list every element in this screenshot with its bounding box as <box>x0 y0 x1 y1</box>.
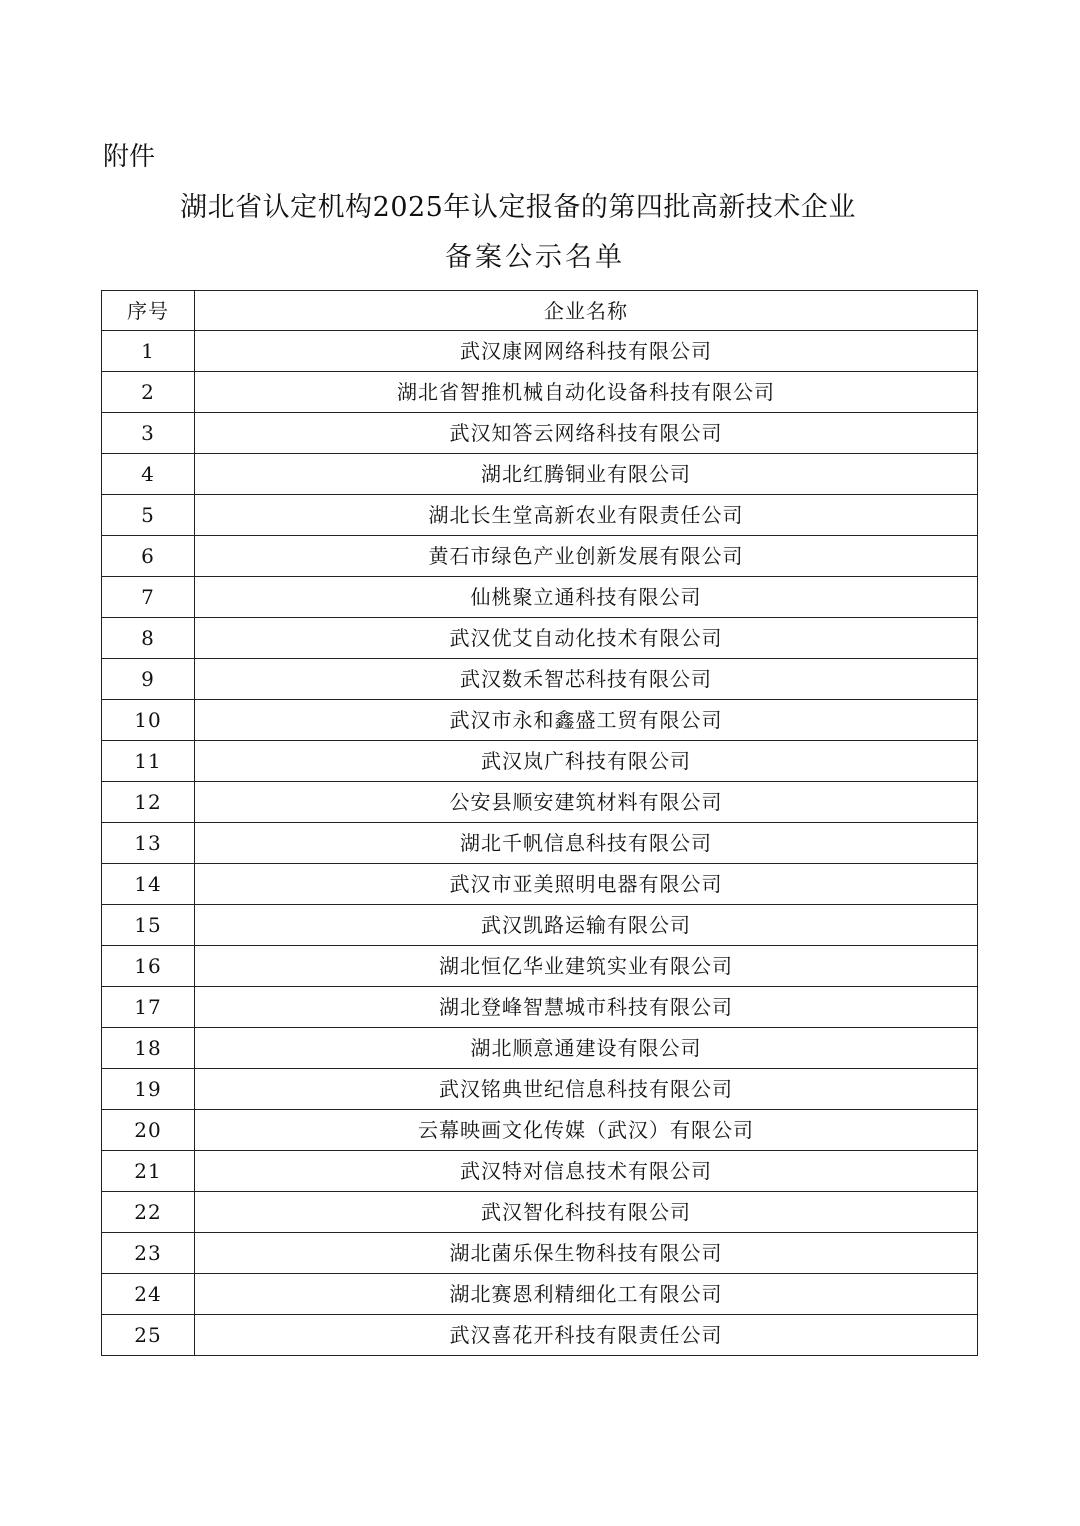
company-name-cell: 武汉优艾自动化技术有限公司 <box>195 618 978 659</box>
table-row <box>102 946 978 987</box>
row-index-cell: 15 <box>102 905 195 946</box>
company-name-cell: 武汉喜花开科技有限责任公司 <box>195 1315 978 1356</box>
row-index-cell: 9 <box>102 659 195 700</box>
company-name-cell: 湖北顺意通建设有限公司 <box>195 1028 978 1069</box>
row-index-cell: 21 <box>102 1151 195 1192</box>
row-index-cell: 10 <box>102 700 195 741</box>
document-title-line-2: 备案公示名单 <box>445 242 625 273</box>
table-row <box>102 454 978 495</box>
row-index-cell: 4 <box>102 454 195 495</box>
row-index-cell: 23 <box>102 1233 195 1274</box>
table-row <box>102 782 978 823</box>
row-index-cell: 6 <box>102 536 195 577</box>
row-index-cell: 16 <box>102 946 195 987</box>
company-name-cell: 武汉特对信息技术有限公司 <box>195 1151 978 1192</box>
table-row <box>102 1151 978 1192</box>
company-name-cell: 云幕映画文化传媒（武汉）有限公司 <box>195 1110 978 1151</box>
document-title-line-1: 湖北省认定机构2025年认定报备的第四批高新技术企业 <box>180 192 856 223</box>
row-index-cell: 5 <box>102 495 195 536</box>
row-index-cell: 18 <box>102 1028 195 1069</box>
company-name-cell: 湖北恒亿华业建筑实业有限公司 <box>195 946 978 987</box>
table-row <box>102 1233 978 1274</box>
table-row <box>102 741 978 782</box>
company-name-cell: 仙桃聚立通科技有限公司 <box>195 577 978 618</box>
row-index-cell: 1 <box>102 331 195 372</box>
row-index-cell: 19 <box>102 1069 195 1110</box>
company-name-cell: 湖北长生堂高新农业有限责任公司 <box>195 495 978 536</box>
table-row <box>102 536 978 577</box>
row-index-cell: 2 <box>102 372 195 413</box>
company-name-cell: 湖北赛恩利精细化工有限公司 <box>195 1274 978 1315</box>
table-row <box>102 495 978 536</box>
row-index-cell: 22 <box>102 1192 195 1233</box>
table-row <box>102 823 978 864</box>
table-header-row <box>102 291 978 331</box>
table-row <box>102 905 978 946</box>
company-name-cell: 公安县顺安建筑材料有限公司 <box>195 782 978 823</box>
table-row <box>102 1315 978 1356</box>
table-row <box>102 618 978 659</box>
company-name-cell: 湖北登峰智慧城市科技有限公司 <box>195 987 978 1028</box>
row-index-cell: 11 <box>102 741 195 782</box>
table-row <box>102 1192 978 1233</box>
table-row <box>102 331 978 372</box>
row-index-cell: 24 <box>102 1274 195 1315</box>
company-name-cell: 湖北省智推机械自动化设备科技有限公司 <box>195 372 978 413</box>
table-row <box>102 1274 978 1315</box>
row-index-cell: 3 <box>102 413 195 454</box>
company-name-cell: 湖北红腾铜业有限公司 <box>195 454 978 495</box>
attachment-label: 附件 <box>103 142 156 172</box>
company-name-cell: 武汉知答云网络科技有限公司 <box>195 413 978 454</box>
row-index-cell: 17 <box>102 987 195 1028</box>
table-row <box>102 413 978 454</box>
enterprise-table <box>101 290 978 1356</box>
table-body <box>102 331 978 1356</box>
table-row <box>102 659 978 700</box>
row-index-cell: 8 <box>102 618 195 659</box>
column-header-index: 序号 <box>102 291 195 331</box>
row-index-cell: 25 <box>102 1315 195 1356</box>
company-name-cell: 武汉岚广科技有限公司 <box>195 741 978 782</box>
company-name-cell: 武汉市永和鑫盛工贸有限公司 <box>195 700 978 741</box>
table-row <box>102 700 978 741</box>
company-name-cell: 武汉智化科技有限公司 <box>195 1192 978 1233</box>
row-index-cell: 7 <box>102 577 195 618</box>
row-index-cell: 20 <box>102 1110 195 1151</box>
company-name-cell: 黄石市绿色产业创新发展有限公司 <box>195 536 978 577</box>
company-name-cell: 武汉康网网络科技有限公司 <box>195 331 978 372</box>
company-name-cell: 湖北千帆信息科技有限公司 <box>195 823 978 864</box>
row-index-cell: 14 <box>102 864 195 905</box>
table-row <box>102 1028 978 1069</box>
table-row <box>102 864 978 905</box>
table-row <box>102 1069 978 1110</box>
table-row <box>102 987 978 1028</box>
table-row <box>102 1110 978 1151</box>
company-name-cell: 湖北菌乐保生物科技有限公司 <box>195 1233 978 1274</box>
row-index-cell: 13 <box>102 823 195 864</box>
company-name-cell: 武汉铭典世纪信息科技有限公司 <box>195 1069 978 1110</box>
company-name-cell: 武汉凯路运输有限公司 <box>195 905 978 946</box>
column-header-company-name: 企业名称 <box>195 291 978 331</box>
table-row <box>102 372 978 413</box>
table-row <box>102 577 978 618</box>
company-name-cell: 武汉市亚美照明电器有限公司 <box>195 864 978 905</box>
row-index-cell: 12 <box>102 782 195 823</box>
company-name-cell: 武汉数禾智芯科技有限公司 <box>195 659 978 700</box>
